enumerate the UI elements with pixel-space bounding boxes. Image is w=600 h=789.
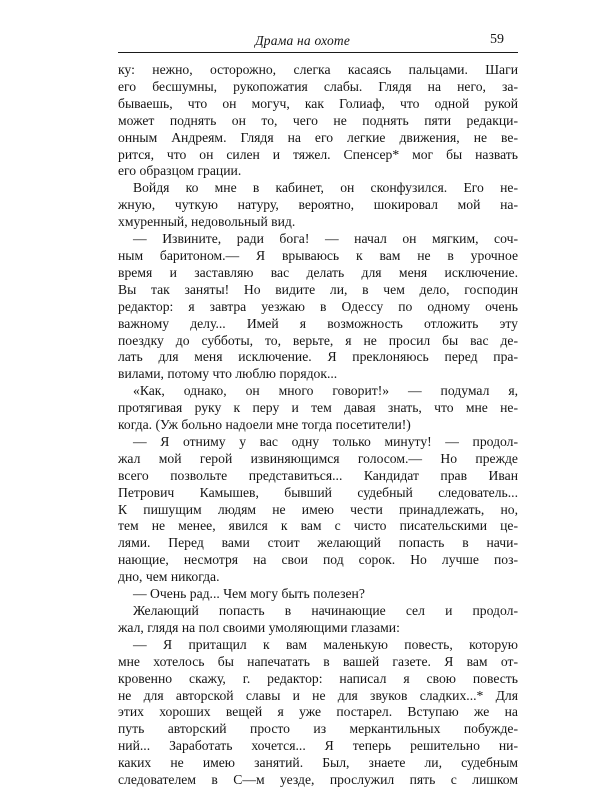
- text-line: жал, глядя на пол своими умоляющими глазами:: [118, 619, 400, 635]
- text-line: жал мой герой извиняющимся голосом.— Но прежде: [118, 450, 518, 466]
- text-line: жную, чуткую натуру, вероятно, шокировал мой на-: [118, 197, 518, 213]
- text-line: бываешь, что он могуч, как Голиаф, что одной рукой: [118, 95, 518, 111]
- text-line: ным баритоном.— Я врываюсь к вам не в урочное: [118, 247, 518, 263]
- text-line: не для авторской славы и не для звуков сладких...* Для: [118, 687, 518, 703]
- text-line: всего позвольте представиться... Кандидат прав Иван: [118, 467, 518, 483]
- text-line: путь авторский просто из меркантильных побужде-: [118, 721, 518, 737]
- book-page: [118, 30, 518, 788]
- text-line: каких не имею занятий. Был, знаете ли, судебным: [118, 755, 518, 771]
- text-line: хмуренный, недовольный вид.: [118, 214, 296, 230]
- text-line: Петрович Камышев, бывший судебный следователь...: [118, 484, 518, 500]
- text-line: ний... Заработать хочется... Я теперь решительно ни-: [118, 738, 518, 754]
- text-line: К пишущим людям не имею чести принадлежать, но,: [118, 501, 518, 517]
- text-line: следователем в С—м уезде, прослужил пять с лишком: [118, 772, 518, 788]
- text-line: кровенно скажу, г. редактор: написал я свою повесть: [118, 670, 518, 686]
- text-line: «Как, однако, он много говорит!» — подумал я,: [133, 383, 518, 399]
- text-line: рится, что он силен и тяжел. Спенсер* мог бы назвать: [118, 146, 518, 162]
- text-line: — Извините, ради бога! — начал он мягким, соч-: [133, 231, 518, 247]
- text-line: его образцом грации.: [118, 163, 242, 179]
- text-line: время и заставляю вас делать для меня исключение.: [118, 264, 518, 280]
- text-line: когда. (Уж больно надоели мне тогда посетители!): [118, 417, 411, 433]
- text-line: Вы так заняты! Но видите ли, в чем дело, господин: [118, 281, 518, 297]
- text-line: вилами, потому что люблю порядок...: [118, 366, 338, 382]
- text-line: — Очень рад... Чем могу быть полезен?: [133, 586, 365, 602]
- text-line: ку: нежно, осторожно, слегка касаясь пальцами. Шаги: [118, 62, 518, 77]
- text-line: редактор: я завтра уезжаю в Одессу по одному очень: [118, 298, 518, 314]
- text-line: его бесшумны, рукопожатия слабы. Глядя на него, за-: [118, 78, 518, 94]
- text-line: — Я отниму у вас одну только минуту! — продол-: [133, 433, 518, 449]
- text-line: мне хотелось бы напечатать в вашей газете. Я вам от-: [118, 653, 518, 669]
- text-line: может поднять он то, чего не поднять пяти редакци-: [118, 112, 518, 128]
- running-header: [118, 30, 518, 53]
- text-line: дно, чем никогда.: [118, 569, 220, 585]
- text-line: важному делу... Имей я возможность отложить эту: [118, 315, 518, 331]
- text-line: нающие, несмотря на свои под сорок. Но лучше поз-: [118, 552, 518, 568]
- text-line: онным Андреям. Глядя на его легкие движения, не ве-: [118, 129, 518, 145]
- text-line: протягивая руку к перу и тем давая знать, что мне не-: [118, 400, 518, 416]
- page-number: 59: [490, 32, 504, 47]
- text-body: [118, 62, 518, 789]
- text-line: Желающий попасть в начинающие сел и продол-: [133, 603, 518, 618]
- text-line: лать для меня исключение. Я преклоняюсь перед пра-: [118, 349, 518, 365]
- text-line: этих хороших вещей я уже постарел. Вступаю же на: [118, 704, 518, 720]
- text-line: Войдя ко мне в кабинет, он сконфузился. Его не-: [133, 180, 518, 196]
- text-line: поездку до субботы, то, верьте, я не просил бы вас де-: [118, 332, 518, 348]
- running-title: Драма на охоте: [255, 33, 351, 48]
- text-line: тем не менее, явился к вам с чисто писательскими це-: [118, 518, 518, 534]
- text-line: лями. Перед вами стоит желающий попасть в начи-: [118, 535, 518, 551]
- text-line: — Я притащил к вам маленькую повесть, которую: [133, 636, 518, 652]
